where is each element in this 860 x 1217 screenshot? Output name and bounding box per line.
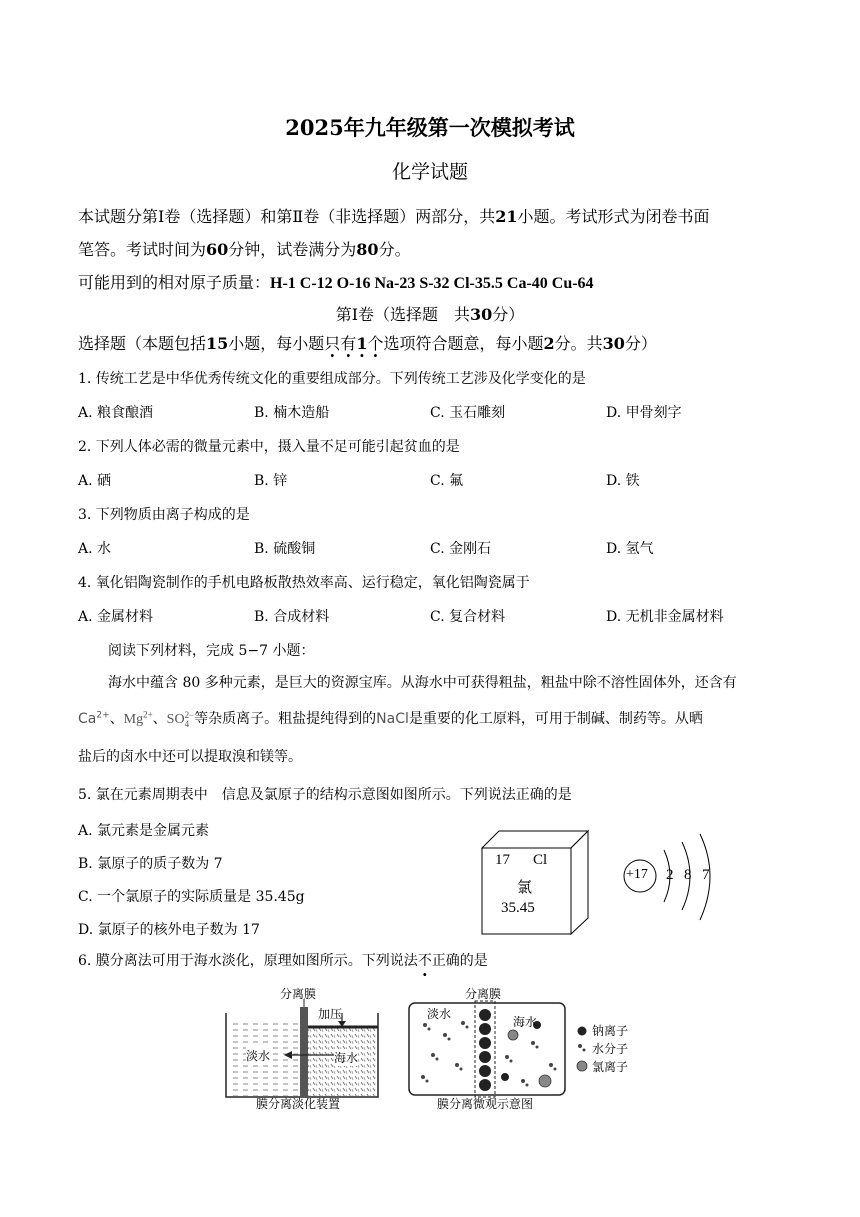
instr-text: 分。共 — [554, 334, 603, 353]
membrane-label: 分离膜 — [465, 987, 502, 1001]
ion-magnesium — [123, 709, 153, 727]
intro-line-2 — [78, 237, 411, 260]
atomic-mass: 35.45 — [501, 900, 535, 916]
instr-number: 2 — [543, 334, 555, 353]
cell-outline — [481, 830, 589, 935]
option-1d: D. 甲骨刻字 — [606, 405, 682, 421]
question-count: 21 — [495, 207, 518, 226]
option-5b: B. 氯原子的质子数为 7 — [78, 856, 223, 872]
ion-symbol: Mg — [123, 712, 144, 727]
instr-text: 小题，每小题 — [228, 334, 325, 353]
element-name: 氯 — [517, 880, 533, 896]
ion-charge: 2+ — [96, 710, 110, 721]
section-score: 30 — [470, 305, 493, 324]
section-title — [0, 302, 860, 325]
option-4b: B. 合成材料 — [254, 609, 330, 625]
particle-legend — [576, 1022, 666, 1082]
question-6-stem — [78, 950, 488, 970]
option-2b: B. 锌 — [254, 473, 288, 489]
stem-text: 6. 膜分离法可用于海水淡化，原理如图所示。下列说法 — [78, 953, 418, 969]
membrane-label: 分离膜 — [280, 987, 317, 1001]
instr-emphasis: 只 — [324, 334, 341, 353]
instr-emphasis: 个 — [367, 334, 384, 353]
device-caption: 膜分离淡化装置 — [256, 1097, 341, 1111]
shell-3-electrons: 7 — [702, 867, 710, 883]
ion-sulfate — [166, 709, 195, 729]
atomic-number: 17 — [495, 852, 510, 868]
ion-subscript: 4 — [184, 718, 190, 729]
periodic-table-cell — [481, 830, 589, 935]
instr-emphasis: 有 — [340, 334, 357, 353]
legend-water: 水分子 — [592, 1042, 629, 1056]
section-title-text: 第Ⅰ卷（选择题 共 — [335, 305, 471, 324]
option-4a: A. 金属材料 — [78, 609, 154, 625]
reading-paragraph-line-3: 盐后的卤水中还可以提取溴和镁等。 — [78, 749, 302, 765]
atom-structure-diagram — [620, 830, 730, 930]
option-3d: D. 氢气 — [606, 541, 654, 557]
fresh-water-label: 淡水 — [427, 1007, 452, 1021]
option-4c: C. 复合材料 — [430, 609, 506, 625]
intro-text: 小题。考试形式为闭卷书面 — [517, 207, 710, 226]
option-2a: A. 硒 — [78, 473, 112, 489]
option-1c: C. 玉石雕刻 — [430, 405, 506, 421]
separator: 、 — [152, 711, 167, 727]
sea-water-label: 海水 — [334, 1051, 359, 1065]
element-symbol: Cl — [533, 852, 548, 868]
instr-text: 分） — [624, 334, 657, 353]
question-2-stem: 2. 下列人体必需的微量元素中，摄入量不足可能引起贫血的是 — [78, 439, 460, 455]
desalination-device-figure — [222, 985, 402, 1110]
sea-water-label: 海水 — [513, 1015, 538, 1029]
instr-number: 15 — [206, 334, 229, 353]
option-3a: A. 水 — [78, 541, 112, 557]
masses-label: 可能用到的相对原子质量： — [78, 273, 271, 292]
section-instructions — [78, 331, 657, 354]
question-5-stem: 5. 氯在元素周期表中 信息及氯原子的结构示意图如图所示。下列说法正确的是 — [78, 787, 572, 803]
option-5d: D. 氯原子的核外电子数为 17 — [78, 922, 260, 938]
page-subtitle: 化学试题 — [391, 161, 468, 183]
intro-text: 本试题分第Ⅰ卷（选择题）和第Ⅱ卷（非选择题）两部分，共 — [78, 207, 496, 226]
reading-paragraph-line-1: 海水中蕴含 80 多种元素，是巨大的资源宝库。从海水中可获得粗盐，粗盐中除不溶性固体外，还含有 — [108, 675, 737, 691]
fresh-water-label: 淡水 — [246, 1049, 271, 1063]
question-1-stem: 1. 传统工艺是中华优秀传统文化的重要组成部分。下列传统工艺涉及化学变化的是 — [78, 371, 586, 387]
stem-text: 正确的是 — [431, 953, 488, 969]
option-3c: C. 金刚石 — [430, 541, 492, 557]
option-2c: C. 氟 — [430, 473, 464, 489]
section-title-text: 分） — [492, 305, 525, 324]
instr-text: 选择题（本题包括 — [78, 334, 207, 353]
ion-charge: 2− — [184, 709, 195, 720]
micro-drawing — [405, 985, 570, 1110]
pressure-label: 加压 — [318, 1007, 343, 1021]
intro-text: 笔答。考试时间为 — [78, 240, 207, 259]
option-3b: B. 硫酸铜 — [254, 541, 316, 557]
option-1a: A. 粮食酿酒 — [78, 405, 154, 421]
ion-calcium — [78, 711, 110, 727]
nucleus-charge: +17 — [626, 867, 648, 882]
reading-lead: 阅读下列材料，完成 5−7 小题： — [108, 643, 315, 659]
water-molecule-icon — [578, 1044, 582, 1048]
intro-text: 分钟，试卷满分为 — [228, 240, 357, 259]
masses-values: H-1 C-12 O-16 Na-23 S-32 Cl-35.5 Ca-40 Cu-64 — [270, 275, 594, 292]
instr-text: 选项符合题意，每小题 — [383, 334, 544, 353]
page-title: 2025年九年级第一次模拟考试 — [285, 115, 575, 140]
stem-emphasis: 不 — [417, 953, 432, 969]
micro-schematic-figure — [405, 985, 570, 1110]
full-score: 80 — [356, 240, 379, 259]
reading-text: 是重要的化工原料，可用于制碱、制药等。从晒 — [408, 711, 703, 727]
shell-1-electrons: 2 — [666, 867, 674, 883]
ion-symbol: SO — [166, 712, 185, 727]
exam-minutes: 60 — [206, 240, 229, 259]
intro-text: 分。 — [378, 240, 411, 259]
sodium-ion-icon — [578, 1027, 587, 1036]
chloride-ion-icon — [577, 1061, 587, 1071]
option-2d: D. 铁 — [606, 473, 640, 489]
option-4d: D. 无机非金属材料 — [606, 609, 724, 625]
nacl-formula: NaCl — [376, 711, 409, 727]
question-4-stem: 4. 氧化铝陶瓷制作的手机电路板散热效率高、运行稳定，氧化铝陶瓷属于 — [78, 575, 530, 591]
question-3-stem: 3. 下列物质由离子构成的是 — [78, 507, 250, 523]
atomic-masses-line — [78, 270, 594, 293]
legend-sodium: 钠离子 — [592, 1024, 629, 1038]
option-5a: A. 氯元素是金属元素 — [78, 823, 210, 839]
intro-line-1 — [78, 204, 709, 227]
reading-text: 等杂质离子。粗盐提纯得到的 — [194, 711, 377, 727]
legend-icons — [576, 1022, 592, 1082]
instr-number: 30 — [602, 334, 625, 353]
legend-chloride: 氯离子 — [592, 1060, 629, 1074]
ion-charge: 2+ — [143, 709, 153, 720]
shell-2-electrons: 8 — [684, 867, 692, 883]
ion-symbol: Ca — [78, 711, 97, 727]
option-5c: C. 一个氯原子的实际质量是 35.45g — [78, 889, 305, 905]
option-1b: B. 楠木造船 — [254, 405, 330, 421]
micro-caption: 膜分离微观示意图 — [437, 1097, 534, 1111]
separator: 、 — [109, 711, 124, 727]
reading-paragraph-line-2 — [78, 708, 703, 729]
instr-number: 1 · — [356, 334, 367, 353]
